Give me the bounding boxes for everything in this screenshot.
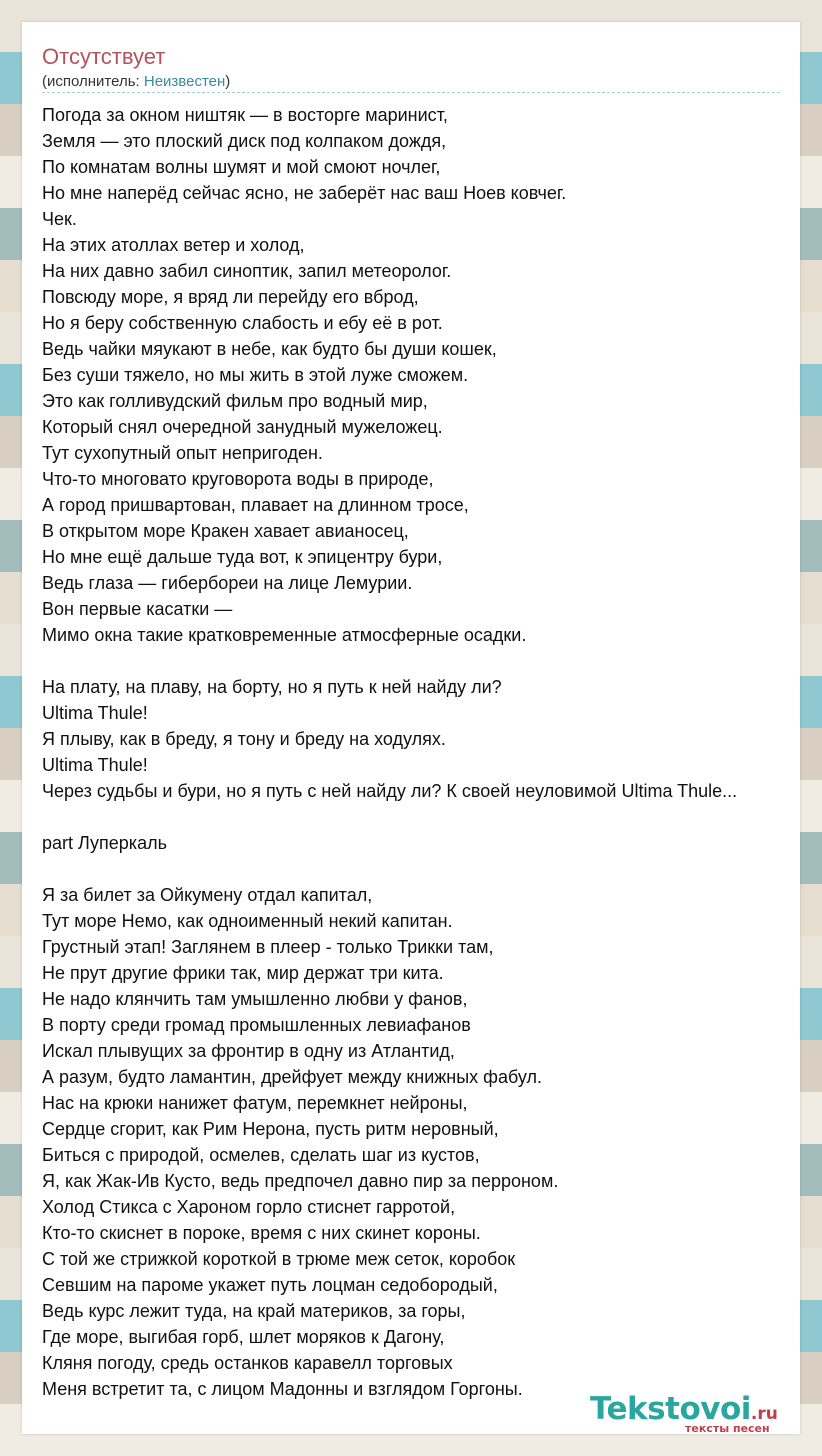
lyric-line: Я, как Жак-Ив Кусто, ведь предпочел давно пир за перроном. bbox=[42, 1171, 559, 1191]
lyric-line: Биться с природой, осмелев, сделать шаг из кустов, bbox=[42, 1145, 480, 1165]
lyric-line: Что-то многовато круговорота воды в природе, bbox=[42, 469, 434, 489]
artist-link[interactable]: Неизвестен bbox=[143, 73, 226, 90]
song-title: Отсутствует bbox=[42, 44, 166, 69]
lyric-line: Но мне наперёд сейчас ясно, не заберёт нас ваш Ноев ковчег. bbox=[42, 183, 567, 203]
lyric-blank-line bbox=[42, 804, 822, 830]
lyric-line: На плату, на плаву, на борту, но я путь к ней найду ли? bbox=[42, 677, 502, 697]
lyric-line: Вон первые касатки — bbox=[42, 599, 233, 619]
lyric-line: Холод Стикса с Хароном горло стиснет гарротой, bbox=[42, 1197, 456, 1217]
lyric-line: В порту среди громад промышленных левиафанов bbox=[42, 1015, 471, 1035]
lyric-line: Сердце сгорит, как Рим Нерона, пусть ритм неровный, bbox=[42, 1119, 499, 1139]
lyric-line: А разум, будто ламантин, дрейфует между книжных фабул. bbox=[42, 1067, 543, 1087]
lyrics-text bbox=[42, 102, 822, 1402]
lyric-line: Ведь глаза — гиберборeи на лице Лемурии. bbox=[42, 573, 413, 593]
lyric-line: Ultima Thule! bbox=[42, 755, 148, 775]
lyric-line: На них давно забил синоптик, запил метеоролог. bbox=[42, 261, 452, 281]
lyric-line: Искал плывущих за фронтир в одну из Атлантид, bbox=[42, 1041, 455, 1061]
lyric-line: Где море, выгибая горб, шлет моряков к Дагону, bbox=[42, 1327, 445, 1347]
lyric-line: Я плыву, как в бреду, я тону и бреду на ходулях. bbox=[42, 729, 446, 749]
lyric-line: Севшим на пароме укажет путь лоцман седобородый, bbox=[42, 1275, 498, 1295]
logo-main-text: Tekstovoi bbox=[590, 1391, 751, 1427]
lyric-line: Погода за окном ништяк — в восторге маринист, bbox=[42, 105, 448, 125]
lyric-line: Кто-то скиснет в пороке, время с них скинет короны. bbox=[42, 1223, 481, 1243]
lyric-line: Тут море Немо, как одноименный некий капитан. bbox=[42, 911, 453, 931]
lyric-line: Чек. bbox=[42, 209, 77, 229]
lyric-line: Не прут другие фрики так, мир держат три кита. bbox=[42, 963, 444, 983]
lyric-line: Не надо клянчить там умышленно любви у фанов, bbox=[42, 989, 468, 1009]
lyric-line: Нас на крюки нанижет фатум, перемкнет нейроны, bbox=[42, 1093, 468, 1113]
lyric-line: Грустный этап! Заглянем в плеер - только Трикки там, bbox=[42, 937, 494, 957]
logo-tagline: тексты песен bbox=[685, 1422, 770, 1435]
site-logo[interactable] bbox=[590, 1392, 800, 1436]
lyric-line: В открытом море Кракен хавает авианосец, bbox=[42, 521, 409, 541]
lyric-line: Земля — это плоский диск под колпаком дождя, bbox=[42, 131, 447, 151]
lyric-line: Ведь чайки мяукают в небе, как будто бы души кошек, bbox=[42, 339, 497, 359]
lyric-line: Меня встретит та, с лицом Мадонны и взглядом Горгоны. bbox=[42, 1379, 523, 1399]
lyric-line: Через судьбы и бури, но я путь с ней найду ли? К своей неуловимой Ultima Thule... bbox=[42, 781, 738, 801]
lyric-line: Мимо окна такие кратковременные атмосферные осадки. bbox=[42, 625, 527, 645]
lyric-line: На этих атоллах ветер и холод, bbox=[42, 235, 305, 255]
artist-line bbox=[42, 73, 230, 91]
lyric-line: Кляня погоду, средь останков каравелл торговых bbox=[42, 1353, 453, 1373]
lyric-line: А город пришвартован, плавает на длинном тросе, bbox=[42, 495, 469, 515]
lyric-blank-line bbox=[42, 856, 822, 882]
lyric-line: Но я беру собственную слабость и ебу её в рот. bbox=[42, 313, 443, 333]
lyrics-card bbox=[22, 22, 800, 1434]
lyric-line: part Луперкаль bbox=[42, 833, 167, 853]
lyric-line: С той же стрижкой короткой в трюме меж сеток, коробок bbox=[42, 1249, 516, 1269]
lyric-line: Тут сухопутный опыт непригоден. bbox=[42, 443, 323, 463]
title-divider bbox=[42, 92, 780, 93]
lyric-line: Повсюду море, я вряд ли перейду его вброд, bbox=[42, 287, 419, 307]
lyric-line: Это как голливудский фильм про водный мир, bbox=[42, 391, 428, 411]
artist-prefix: (исполнитель: bbox=[42, 73, 144, 90]
artist-suffix: ) bbox=[225, 73, 231, 90]
logo-tld: .ru bbox=[750, 1404, 778, 1424]
lyric-line: Я за билет за Ойкумену отдал капитал, bbox=[42, 885, 373, 905]
lyric-line: Ultima Thule! bbox=[42, 703, 148, 723]
lyric-line: Ведь курс лежит туда, на край материков, за горы, bbox=[42, 1301, 466, 1321]
lyric-line: Без суши тяжело, но мы жить в этой луже сможем. bbox=[42, 365, 469, 385]
lyric-line: Но мне ещё дальше туда вот, к эпицентру бури, bbox=[42, 547, 443, 567]
lyric-blank-line bbox=[42, 648, 822, 674]
lyric-line: Который снял очередной занудный мужеложец. bbox=[42, 417, 443, 437]
lyric-line: По комнатам волны шумят и мой смоют ночлег, bbox=[42, 157, 441, 177]
